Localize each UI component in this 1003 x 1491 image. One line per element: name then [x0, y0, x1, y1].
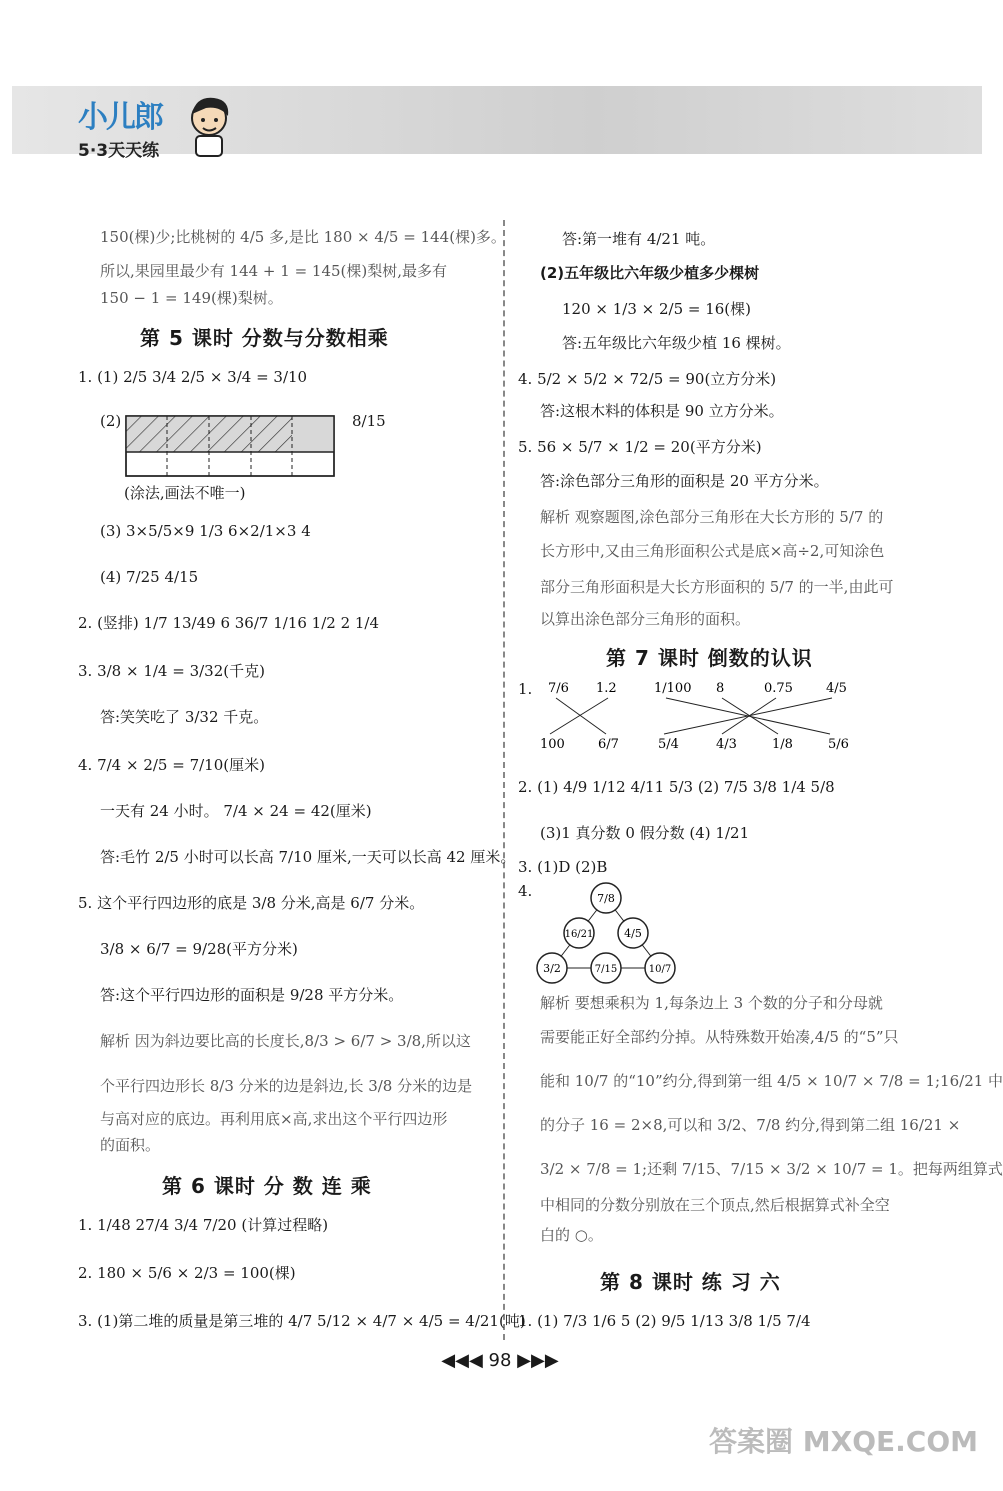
section-title-8: 第 8 课时 练 习 六	[600, 1270, 781, 1294]
s5-analysis-1: 解析 因为斜边要比高的长度长,8/3 > 6/7 > 3/8,所以这	[100, 1032, 471, 1050]
s7-analysis-6: 中相同的分数分别放在三个顶点,然后根据算式补全空	[540, 1196, 890, 1214]
r-q5: 5. 56 × 5/7 × 1/2 = 20(平方分米)	[518, 438, 762, 456]
intro-line-1: 150(棵)少;比桃树的 4/5 多,是比 180 × 4/5 = 144(棵)多。	[100, 228, 506, 246]
mascot-icon	[186, 94, 232, 158]
intro-line-2: 所以,果园里最少有 144 + 1 = 145(棵)梨树,最多有	[100, 262, 448, 280]
s7-analysis-3: 能和 10/7 的“10”约分,得到第一组 4/5 × 10/7 × 7/8 = 1;16/21 中	[540, 1072, 1003, 1090]
fraction-diagram	[125, 415, 335, 477]
s5-q2: 2. (竖排) 1/7 13/49 6 36/7 1/16 1/2 2 1/4	[78, 614, 380, 632]
s5-q1-4: (4) 7/25 4/15	[100, 568, 199, 586]
s5-q4: 4. 7/4 × 2/5 = 7/10(厘米)	[78, 756, 265, 774]
watermark: 答案圈 MXQE.COM	[709, 1425, 978, 1458]
s5-q3: 3. 3/8 × 1/4 = 3/32(千克)	[78, 662, 265, 680]
s7-q2: 2. (1) 4/9 1/12 4/11 5/3 (2) 7/5 3/8 1/4 5/8	[518, 778, 835, 796]
r-analysis-3: 部分三角形面积是大长方形面积的 5/7 的一半,由此可	[540, 578, 894, 596]
s7-analysis-5: 3/2 × 7/8 = 1;还剩 7/15、7/15 × 3/2 × 10/7 = 1。把每两组算式	[540, 1160, 1003, 1178]
s7-q4-label: 4.	[518, 882, 533, 900]
s7-q1-matching	[536, 676, 849, 758]
column-divider	[503, 220, 505, 1340]
s7-top-0: 7/6	[548, 681, 569, 696]
r-analysis-2: 长方形中,又由三角形面积公式是底×高÷2,可知涂色	[540, 542, 885, 560]
s7-top-2: 1/100	[654, 681, 692, 696]
logo-subtitle: 5·3天天练	[78, 141, 160, 161]
s7-bot-4: 1/8	[772, 737, 793, 752]
brand-logo	[78, 92, 228, 162]
s5-q5-line2: 3/8 × 6/7 = 9/28(平方分米)	[100, 940, 298, 958]
s7-top-4: 0.75	[764, 681, 793, 696]
s7-q4-triangle	[534, 880, 684, 988]
s5-q4-answer: 答:毛竹 2/5 小时可以长高 7/10 厘米,一天可以长高 42 厘米。	[100, 848, 516, 866]
section-title-7: 第 7 课时 倒数的认识	[606, 646, 813, 670]
section-title-5: 第 5 课时 分数与分数相乘	[140, 326, 389, 350]
r-q4: 4. 5/2 × 5/2 × 72/5 = 90(立方分米)	[518, 370, 777, 388]
s5-q3-answer: 答:笑笑吃了 3/32 千克。	[100, 708, 269, 726]
s7-analysis-4: 的分子 16 = 2×8,可以和 3/2、7/8 约分,得到第二组 16/21 ×	[540, 1116, 961, 1134]
s7-bot-1: 6/7	[598, 737, 619, 752]
s5-analysis-2: 个平行四边形长 8/3 分米的边是斜边,长 3/8 分米的边是	[100, 1077, 473, 1095]
s7-analysis-1: 解析 要想乘积为 1,每条边上 3 个数的分子和分母就	[540, 994, 883, 1012]
r-analysis-1: 解析 观察题图,涂色部分三角形在大长方形的 5/7 的	[540, 508, 884, 526]
logo-title: 小儿郎	[78, 100, 162, 135]
s6-q3: 3. (1)第二堆的质量是第三堆的 4/7 5/12 × 4/7 × 4/5 = 4/21(吨)	[78, 1312, 526, 1330]
intro-line-3: 150 − 1 = 149(棵)梨树。	[100, 289, 283, 307]
s7-top-5: 4/5	[826, 681, 847, 696]
s7-analysis-7: 白的 ○。	[540, 1226, 603, 1244]
page-number: ◀◀◀ 98 ▶▶▶	[441, 1350, 559, 1371]
node-text-2: 4/5	[624, 927, 642, 940]
r-q5-answer: 答:涂色部分三角形的面积是 20 平方分米。	[540, 472, 829, 490]
s5-analysis-4: 的面积。	[100, 1136, 161, 1154]
s8-q1: 1. (1) 7/3 1/6 5 (2) 9/5 1/13 3/8 1/5 7/4	[518, 1312, 811, 1330]
node-text-4: 7/15	[594, 964, 618, 975]
s7-bot-0: 100	[540, 737, 565, 752]
node-text-5: 10/7	[648, 964, 672, 975]
s7-q1-label: 1.	[518, 680, 533, 698]
s5-q5: 5. 这个平行四边形的底是 3/8 分米,高是 6/7 分米。	[78, 894, 425, 912]
s7-bot-2: 5/4	[658, 737, 679, 752]
s5-analysis-3: 与高对应的底边。再利用底×高,求出这个平行四边形	[100, 1110, 448, 1128]
s5-q4-line2: 一天有 24 小时。 7/4 × 24 = 42(厘米)	[100, 802, 372, 820]
node-text-0: 7/8	[597, 892, 615, 905]
s7-analysis-2: 需要能正好全部约分掉。从特殊数开始凑,4/5 的“5”只	[540, 1028, 899, 1046]
r-analysis-4: 以算出涂色部分三角形的面积。	[540, 610, 751, 628]
r-answer-1: 答:第一堆有 4/21 吨。	[562, 230, 716, 248]
s5-q1-2-note: (涂法,画法不唯一)	[124, 484, 246, 502]
s5-q5-answer: 答:这个平行四边形的面积是 9/28 平方分米。	[100, 986, 404, 1004]
s6-q2: 2. 180 × 5/6 × 2/3 = 100(棵)	[78, 1264, 296, 1282]
s5-q1-1: 1. (1) 2/5 3/4 2/5 × 3/4 = 3/10	[78, 368, 308, 386]
s7-bot-3: 4/3	[716, 737, 737, 752]
r-calc-2: 120 × 1/3 × 2/5 = 16(棵)	[562, 300, 752, 318]
s7-top-1: 1.2	[596, 681, 617, 696]
s7-q2b: (3)1 真分数 0 假分数 (4) 1/21	[540, 824, 750, 842]
s6-q1: 1. 1/48 27/4 3/4 7/20 (计算过程略)	[78, 1216, 329, 1234]
section-title-6: 第 6 课时 分 数 连 乘	[162, 1174, 372, 1198]
r-q4-answer: 答:这根木料的体积是 90 立方分米。	[540, 402, 784, 420]
r-subq-2: (2)五年级比六年级少植多少棵树	[540, 264, 760, 282]
s5-q1-2-label: (2)	[100, 412, 122, 430]
s7-top-3: 8	[716, 681, 725, 696]
node-text-1: 16/21	[564, 929, 594, 940]
node-text-3: 3/2	[543, 962, 561, 975]
r-answer-2: 答:五年级比六年级少植 16 棵树。	[562, 334, 791, 352]
s5-q1-2-answer: 8/15	[352, 412, 386, 430]
s7-bot-5: 5/6	[828, 737, 849, 752]
s7-q3: 3. (1)D (2)B	[518, 858, 608, 876]
s5-q1-3: (3) 3×5/5×9 1/3 6×2/1×3 4	[100, 522, 311, 540]
